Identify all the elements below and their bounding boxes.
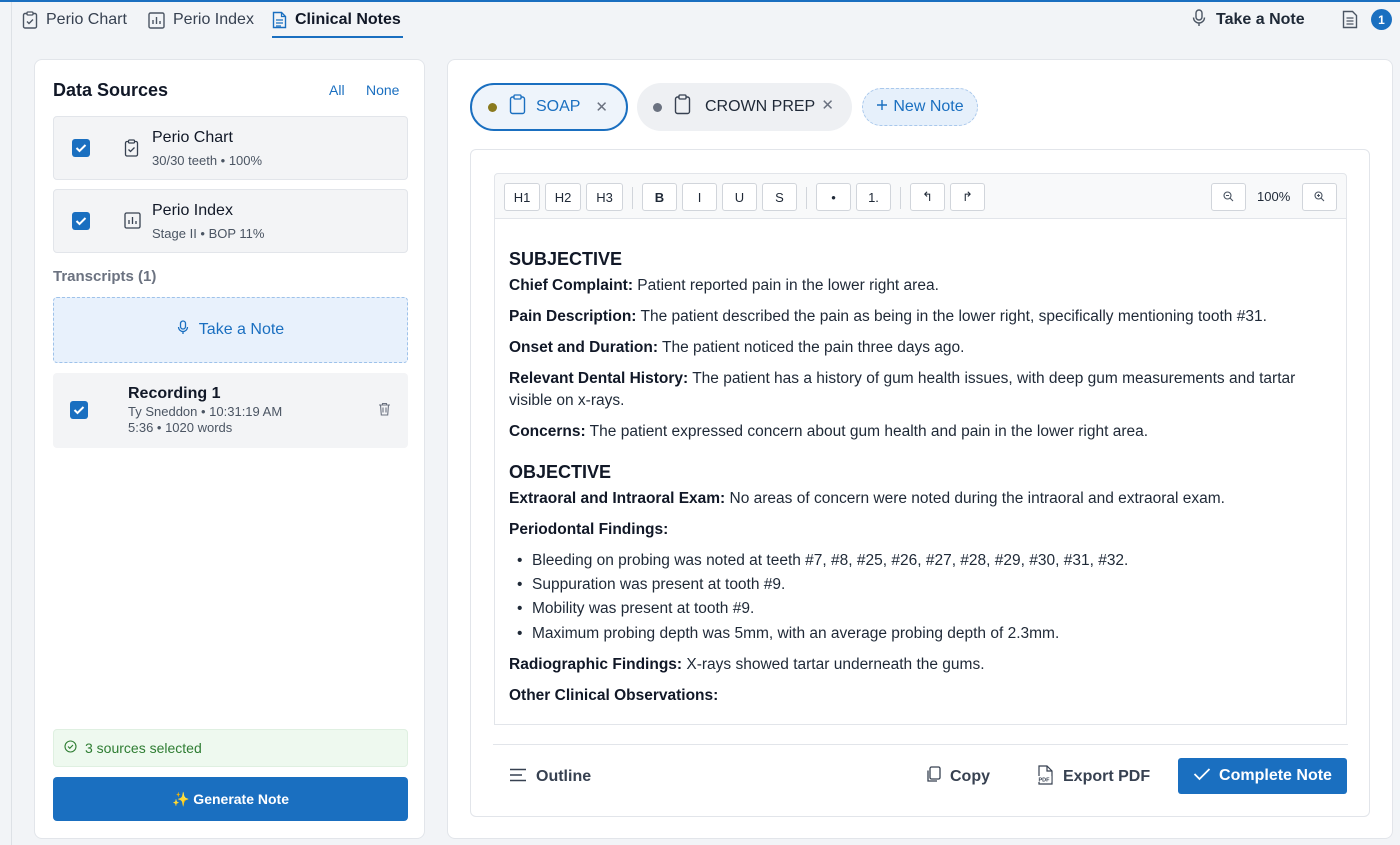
close-icon[interactable]: ✕ [821,97,834,114]
zoom-in-button[interactable] [1302,183,1337,211]
outline-label: Outline [536,768,592,785]
generate-note-button[interactable]: ✨ Generate Note [53,777,408,821]
toolbar-divider [632,187,633,209]
copy-icon [925,766,941,788]
field-label: Onset and Duration: [509,339,658,356]
subjective-heading: SUBJECTIVE [509,249,623,269]
list-item-text: Mobility was present at tooth #9. [532,600,755,617]
other-observations-label [509,685,1329,707]
heading2-button[interactable]: H2 [545,183,581,211]
source-subtitle: Stage II • BOP 11% [152,226,265,241]
field-text: The patient described the pain as being in the lower right, specifically mentioning tooth #31. [636,308,1267,325]
footer-divider [493,744,1348,745]
note-tab-soap[interactable] [470,83,628,131]
periodontal-findings-label [509,519,1329,541]
take-a-note-dropzone[interactable] [53,297,408,363]
notes-list-icon[interactable] [1342,10,1358,34]
source-checkbox[interactable] [72,139,90,157]
field-label: Concerns: [509,423,586,440]
toolbar-divider [900,187,901,209]
field-label: Periodontal Findings: [509,521,669,538]
tab-label: Clinical Notes [295,11,401,28]
toolbar-divider [806,187,807,209]
copy-button[interactable] [925,763,990,791]
field-text: The patient noticed the pain three days ago. [657,339,965,356]
source-checkbox[interactable] [72,212,90,230]
dental-history-paragraph [509,368,1329,412]
recording-item[interactable] [53,373,408,448]
note-tab-label: SOAP [536,98,581,115]
svg-text:PDF: PDF [1038,776,1050,783]
selected-sources-status [53,729,408,767]
strikethrough-button[interactable]: S [762,183,797,211]
italic-button[interactable]: I [682,183,717,211]
plus-icon [876,98,888,116]
list-item-text: Bleeding on probing was noted at teeth #7, #8, #25, #26, #27, #28, #29, #30, #31, #32. [532,552,1129,569]
source-card-perio-chart[interactable] [53,116,408,180]
field-text: Patient reported pain in the lower right area. [633,277,939,294]
list-item [517,625,1059,643]
tab-label: Perio Chart [46,11,127,28]
recording-title: Recording 1 [128,385,221,402]
concerns-paragraph [509,421,1329,443]
checkmark-icon [1193,767,1211,786]
clipboard-icon [509,94,526,120]
recording-author-time: Ty Sneddon • 10:31:19 AM [128,404,283,419]
close-icon[interactable]: ✕ [595,99,608,116]
editor-frame [470,149,1370,817]
data-sources-panel [34,59,425,839]
complete-note-button[interactable] [1178,758,1347,794]
field-label: Extraoral and Intraoral Exam: [509,490,726,507]
note-tab-label: CROWN PREP [705,98,816,115]
status-dot [653,103,662,112]
list-item [517,552,1128,570]
clipboard-icon [674,94,691,120]
new-note-label: New Note [893,98,964,115]
field-text: The patient has a history of gum health issues, with deep gum measurements and tartar visible on x-rays. [509,370,1296,409]
chief-complaint-paragraph [509,275,1329,297]
field-text: The patient expressed concern about gum health and pain in the lower right area. [585,423,1149,440]
outline-icon [509,768,527,787]
field-label: Other Clinical Observations: [509,687,719,704]
export-pdf-button[interactable] [1037,763,1150,791]
zoom-level: 100% [1257,189,1291,204]
tab-clinical-notes[interactable] [272,2,403,38]
field-label: Chief Complaint: [509,277,633,294]
clipboard-check-icon [22,11,38,29]
source-subtitle: 30/30 teeth • 100% [152,153,263,168]
status-dot [488,103,497,112]
copy-label: Copy [950,768,990,785]
bullet-list-button[interactable]: • [816,183,851,211]
microphone-icon [177,320,189,340]
tab-perio-index[interactable] [148,2,254,38]
zoom-out-icon [1223,190,1234,205]
export-pdf-label: Export PDF [1063,768,1151,785]
window-left-border [11,2,12,845]
field-label: Pain Description: [509,308,637,325]
zoom-in-icon [1314,190,1325,205]
complete-note-label: Complete Note [1219,767,1332,784]
note-content[interactable] [494,219,1347,725]
source-title: Perio Chart [152,129,233,146]
onset-duration-paragraph [509,337,1329,359]
pain-description-paragraph [509,306,1329,328]
note-tab-crown-prep[interactable] [637,83,852,131]
document-icon [272,11,287,29]
list-item [517,600,754,618]
take-a-note-label: Take a Note [1216,11,1305,28]
notes-count-badge: 1 [1371,9,1392,30]
bar-chart-icon [148,12,165,29]
take-a-note-button[interactable] [1192,2,1305,38]
data-sources-title: Data Sources [53,80,169,100]
field-text: X-rays showed tartar underneath the gums. [682,656,985,673]
source-title: Perio Index [152,202,233,219]
microphone-icon [1192,9,1206,32]
trash-icon[interactable] [378,402,391,421]
list-item [517,576,785,594]
transcripts-heading: Transcripts (1) [53,268,157,285]
list-item-text: Maximum probing depth was 5mm, with an average probing depth of 2.3mm. [532,625,1060,642]
clipboard-check-icon [124,139,139,162]
field-label: Relevant Dental History: [509,370,689,387]
check-circle-icon [64,740,77,756]
new-note-button[interactable] [862,88,978,126]
recording-duration-words: 5:36 • 1020 words [128,420,233,435]
redo-button[interactable]: ↱ [950,183,985,211]
note-editor-panel [447,59,1393,839]
tab-perio-chart[interactable] [22,2,127,38]
top-nav [12,2,1400,38]
field-label: Radiographic Findings: [509,656,683,673]
zoom-out-button[interactable] [1211,183,1246,211]
field-text: No areas of concern were noted during the intraoral and extraoral exam. [725,490,1225,507]
underline-button[interactable]: U [722,183,757,211]
take-a-note-label: Take a Note [198,321,285,338]
radiographic-paragraph [509,654,1329,676]
outline-button[interactable] [509,763,591,791]
ordered-list-button[interactable]: 1. [856,183,891,211]
select-all-link[interactable]: All [329,82,345,98]
exam-paragraph [509,488,1329,510]
heading3-button[interactable]: H3 [586,183,623,211]
source-card-perio-index[interactable] [53,189,408,253]
recording-checkbox[interactable] [70,401,88,419]
bar-chart-icon [124,212,141,234]
select-none-link[interactable]: None [366,82,400,98]
pdf-file-icon [1037,765,1054,790]
undo-button[interactable]: ↰ [910,183,945,211]
list-item-text: Suppuration was present at tooth #9. [532,576,786,593]
selected-sources-text: 3 sources selected [85,740,202,756]
bold-button[interactable]: B [642,183,677,211]
objective-heading: OBJECTIVE [509,462,612,482]
tab-label: Perio Index [173,11,254,28]
formatting-toolbar [494,173,1347,219]
heading1-button[interactable]: H1 [504,183,540,211]
